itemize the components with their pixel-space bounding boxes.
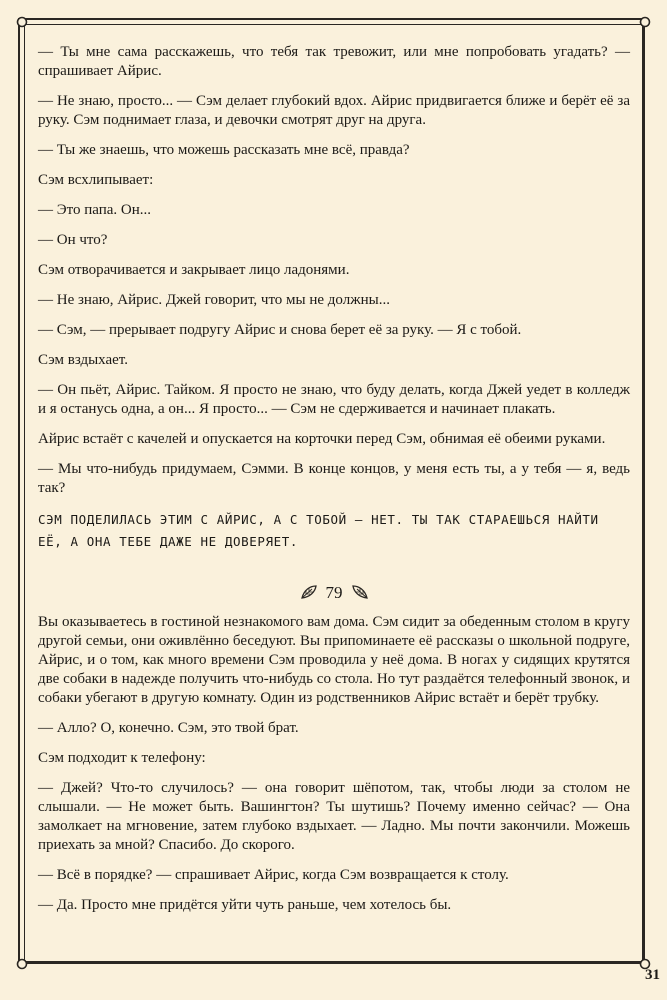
paragraph: — Ты же знаешь, что можешь рассказать мне всё, правда? xyxy=(38,142,410,158)
paragraph: — Он пьёт, Айрис. Тайком. Я просто не знаю, что буду делать, когда Джей уедет в колледж и я останусь одна, а он... Я просто... — Сэм не сдерживается и начинает плакать. xyxy=(38,382,630,417)
paragraph: — Джей? Что-то случилось? — она говорит шёпотом, так, чтобы люди за столом не слышали. — Не может быть. Вашингтон? Ты шутишь? Почему именно сейчас? — Она замолкает на мгновение, затем глубоко вздыхает. — Ладно. Мы почти закончили. Можешь приехать за мной? Спасибо. До скорого. xyxy=(38,780,630,853)
corner-ornament-icon xyxy=(13,13,31,31)
paragraph: — Да. Просто мне придётся уйти чуть раньше, чем хотелось бы. xyxy=(38,897,452,913)
section-header xyxy=(38,581,630,603)
paragraph: Айрис встаёт с качелей и опускается на корточки перед Сэм, обнимая её обеими руками. xyxy=(38,431,606,447)
paragraph: — Всё в порядке? — спрашивает Айрис, когда Сэм возвращается к столу. xyxy=(38,867,509,883)
paragraph: Вы оказываетесь в гостиной незнакомого вам дома. Сэм сидит за обеденным столом в кругу другой семьи, они оживлённо беседуют. Вы припоминаете её рассказы о школьной подруге, Айрис, и о том, как много времени Сэм проводила у неё дома. В ногах у сидящих крутятся две собаки в надежде получить что-нибудь со стола. Но тут раздаётся телефонный звонок, и собаки убегают в другую комнату. Один из родственников Айрис встаёт и берёт трубку. xyxy=(38,614,630,706)
paragraph: Сэм вздыхает. xyxy=(38,352,128,368)
section-number: 79 xyxy=(325,582,343,602)
paragraph: Сэм подходит к телефону: xyxy=(38,750,206,766)
page-number: 31 xyxy=(645,967,660,983)
paragraph: Сэм отворачивается и закрывает лицо ладонями. xyxy=(38,262,350,278)
paragraph: — Это папа. Он... xyxy=(38,202,152,218)
handwritten-note: СЭМ ПОДЕЛИЛАСЬ ЭТИМ С АЙРИС, А С ТОБОЙ — НЕТ. ТЫ ТАК СТАРАЕШЬСЯ НАЙТИ ЕЁ, А ОНА ТЕБЕ ДАЖЕ НЕ ДОВЕРЯЕТ. xyxy=(38,512,599,549)
corner-ornament-icon xyxy=(13,955,31,973)
paragraph: Сэм всхлипывает: xyxy=(38,172,154,188)
paragraph: — Ты мне сама расскажешь, что тебя так тревожит, или мне попробовать угадать? — спрашивает Айрис. xyxy=(38,44,630,79)
page-body xyxy=(38,43,630,926)
paragraph: — Алло? О, конечно. Сэм, это твой брат. xyxy=(38,720,299,736)
paragraph: — Мы что-нибудь придумаем, Сэмми. В конце концов, у меня есть ты, а у тебя — я, ведь так? xyxy=(38,461,630,496)
paragraph: — Сэм, — прерывает подругу Айрис и снова берет её за руку. — Я с тобой. xyxy=(38,322,522,338)
leaf-ornament-icon xyxy=(351,584,369,600)
leaf-ornament-icon xyxy=(300,584,318,600)
paragraph: — Не знаю, просто... — Сэм делает глубокий вдох. Айрис придвигается ближе и берёт её за руку. Сэм поднимает глаза, и девочки смотрят друг на друга. xyxy=(38,93,630,128)
paragraph: — Не знаю, Айрис. Джей говорит, что мы не должны... xyxy=(38,292,390,308)
corner-ornament-icon xyxy=(636,13,654,31)
paragraph: — Он что? xyxy=(38,232,108,248)
